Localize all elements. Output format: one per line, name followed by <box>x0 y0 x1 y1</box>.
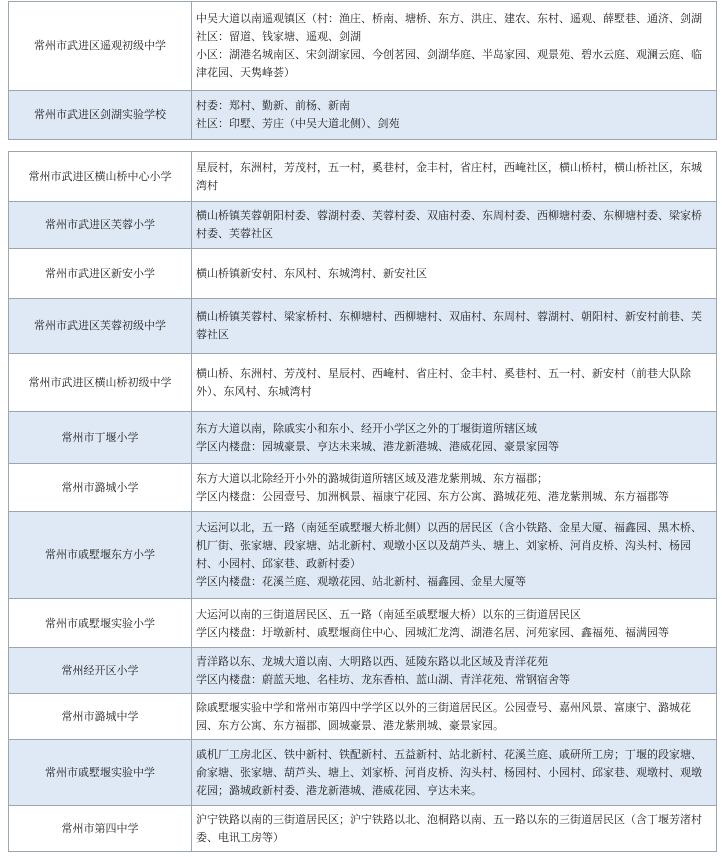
school-name: 常州市戚墅堰东方小学 <box>9 512 192 599</box>
table-row <box>9 249 717 299</box>
table-row <box>9 599 717 649</box>
area-line: 大运河以南的三街道居民区、五一路（南延至戚墅堰大桥）以东的三街道居民区 <box>196 607 581 621</box>
area-line: 青洋路以东、龙城大道以南、大明路以西、延陵东路以北区域及青洋花苑 <box>196 654 548 668</box>
table-row <box>9 202 717 249</box>
district-area <box>192 648 717 694</box>
school-name: 常州市武进区横山桥初级中学 <box>9 354 192 412</box>
district-area <box>192 2 717 91</box>
area-line: 社区：留道、钱家塘、遥观、剑湖 <box>196 30 361 43</box>
school-name: 常州市武进区芙蓉小学 <box>9 202 192 249</box>
area-line: 横山桥镇芙蓉朝阳村委、蓉湖村委、芙蓉村委、双庙村委、东周村委、西柳塘村委、东柳塘村委、梁家桥村委、芙蓉社区 <box>196 209 702 240</box>
district-area <box>192 299 717 354</box>
school-name: 常州市武进区新安小学 <box>9 249 192 299</box>
district-area <box>192 464 717 512</box>
school-name: 常州市武进区遥观初级中学 <box>9 2 192 91</box>
table-row <box>9 806 717 852</box>
area-line: 学区内楼盘：花溪兰庭、观墩花园、站北新村、福鑫园、金星大厦等 <box>196 575 526 588</box>
district-area <box>192 694 717 740</box>
area-line: 小区：湖港名城南区、宋剑湖家园、今创茗园、剑湖华庭、半岛家园、观景苑、碧水云庭、观澜云庭、临津花园、天隽峰荟） <box>196 48 702 79</box>
school-name: 常州市戚墅堰实验中学 <box>9 740 192 806</box>
table-row <box>9 648 717 694</box>
district-area <box>192 91 717 140</box>
area-line: 大运河以北，五一路（南延至戚墅堰大桥北侧）以西的居民区（含小铁路、金星大厦、福鑫园、黑木桥、机厂街、张家塘、段家塘、站北新村、观墩小区以及葫芦头、塘上、刘家桥、河肖皮桥、沟头村、杨园村、小园村、邱家巷、政新村委） <box>196 521 702 570</box>
area-line: 学区内楼盘：圩墩新村、戚墅堰商住中心、园城汇龙湾、湖港名居、河苑家园、鑫福苑、福满园等 <box>196 625 669 639</box>
district-area <box>192 512 717 599</box>
school-name: 常州经开区小学 <box>9 648 192 694</box>
table-row <box>9 299 717 354</box>
table-row <box>9 152 717 202</box>
area-line: 戚机厂工房北区、铁中新村、铁配新村、五益新村、站北新村、花溪兰庭、戚研所工房；丁堰的段家塘、俞家塘、张家塘、葫芦头、塘上、刘家桥、河肖皮桥、沟头村、杨园村、小园村、邱家巷、观墩村、观墩花园；潞城政新村委、港龙新港城、港威花园、亨达未来。 <box>196 747 702 797</box>
area-line: 学区内楼盘：园城豪景、亨达未来城、港龙新港城、港威花园、豪景家园等 <box>196 439 559 453</box>
table-row <box>9 694 717 740</box>
school-district-table-1 <box>8 1 717 140</box>
district-area <box>192 249 717 299</box>
table-row <box>9 512 717 599</box>
table-row <box>9 412 717 464</box>
table-row <box>9 464 717 512</box>
school-name: 常州市武进区芙蓉初级中学 <box>9 299 192 354</box>
school-name: 常州市第四中学 <box>9 806 192 852</box>
school-name: 常州市潞城中学 <box>9 694 192 740</box>
area-line: 星辰村，东洲村，芳茂村，五一村，奚巷村，金丰村，省庄村，西崦社区，横山桥村，横山桥社区，东城湾村 <box>196 160 702 192</box>
area-line: 东方大道以南，除戚实小和东小、经开小学区之外的丁堰街道所辖区域 <box>196 421 537 435</box>
area-line: 横山桥镇新安村、东风村、东城湾村、新安社区 <box>196 266 427 280</box>
school-district-table-2 <box>8 151 717 649</box>
area-line: 横山桥、东洲村、芳茂村、星辰村、西崦村、省庄村、金丰村、奚巷村、五一村、新安村（前巷大队除外）、东风村、东城湾村 <box>196 366 691 398</box>
school-name: 常州市武进区横山桥中心小学 <box>9 152 192 202</box>
area-line: 社区：印墅、芳庄（中吴大道北侧）、剑苑 <box>196 117 400 130</box>
table-row <box>9 740 717 806</box>
area-line: 学区内楼盘：公园壹号、加洲枫景、福康宁花园、东方公寓、潞城花苑、港龙紫荆城、东方福郡等 <box>196 489 669 503</box>
school-name: 常州市潞城小学 <box>9 464 192 512</box>
table-row <box>9 354 717 412</box>
district-area <box>192 152 717 202</box>
table-row <box>9 91 717 140</box>
area-line: 除戚墅堰实验中学和常州市第四中学学区以外的三街道居民区。公园壹号、嘉州风景、富康宁、潞城花园、东方公寓、东方福郡、圆城豪景、港龙紫荆城、豪景家园。 <box>196 700 691 732</box>
district-area <box>192 599 717 649</box>
district-area <box>192 202 717 249</box>
school-district-table-3 <box>8 647 717 852</box>
table-row <box>9 2 717 91</box>
area-line: 村委：郑村、勤新、前杨、新南 <box>196 99 350 112</box>
district-area <box>192 412 717 464</box>
school-name: 常州市武进区剑湖实验学校 <box>9 91 192 140</box>
area-line: 横山桥镇芙蓉村、梁家桥村、东柳塘村、西柳塘村、双庙村、东周村、蓉湖村、朝阳村、新安村前巷、芙蓉社区 <box>196 310 702 341</box>
area-line: 沪宁铁路以南的三街道居民区；沪宁铁路以北、泡桐路以南、五一路以东的三街道居民区（含丁堰芳渚村委、电讯工房等） <box>196 812 702 844</box>
area-line: 学区内楼盘：蔚蓝天地、名桂坊、龙东香柏、蓝山湖、青洋花苑、常钢宿舍等 <box>196 672 570 686</box>
area-line: 东方大道以北除经开小外的潞城街道所辖区域及港龙紫荆城、东方福郡； <box>196 471 548 485</box>
district-area <box>192 354 717 412</box>
district-area <box>192 740 717 806</box>
district-area <box>192 806 717 852</box>
school-name: 常州市丁堰小学 <box>9 412 192 464</box>
school-name: 常州市戚墅堰实验小学 <box>9 599 192 649</box>
area-line: 中吴大道以南遥观镇区（村：渔庄、桥南、塘桥、东方、洪庄、建农、东村、遥观、薛墅巷、通济、剑湖 <box>196 12 702 25</box>
